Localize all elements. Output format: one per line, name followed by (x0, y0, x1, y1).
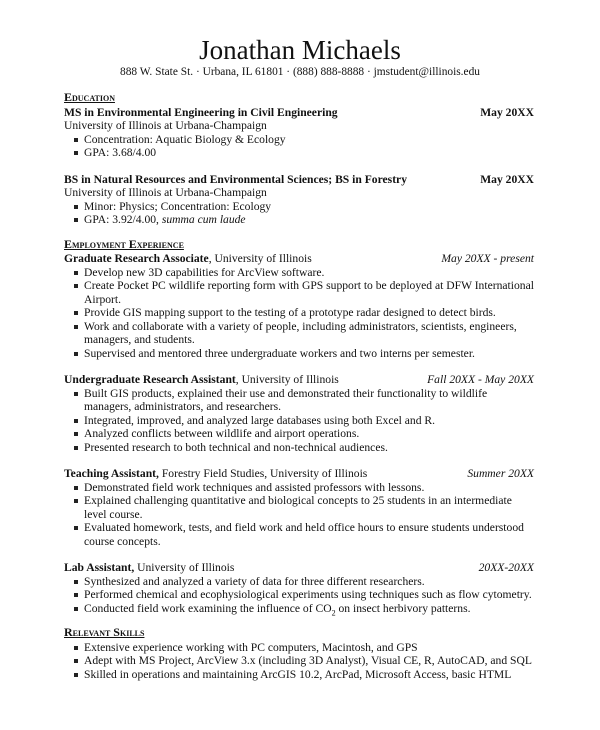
bullet-item (84, 200, 534, 214)
entry-header (64, 252, 534, 266)
entry-title-line (64, 106, 338, 120)
bullet-text: Built GIS products, explained their use and demonstrated their functionality to wildlife managers, administrators, and researchers. (84, 386, 488, 413)
candidate-name: Jonathan Michaels (199, 35, 401, 65)
bullet-text: Demonstrated field work techniques and assisted professors with lessons. (84, 480, 425, 494)
bullet-text: Supervised and mentored three undergraduate workers and two interns per semester. (84, 346, 475, 360)
bullet-list (64, 481, 534, 549)
bullet-text: Concentration: Aquatic Biology & Ecology (84, 132, 286, 146)
entry-organization: , University of Illinois (208, 252, 312, 265)
entry-date: May 20XX (480, 172, 534, 186)
bullet-text: Extensive experience working with PC computers, Macintosh, and GPS (84, 640, 418, 654)
entry-header (64, 373, 534, 387)
entry-title: Graduate Research Associate (64, 252, 209, 265)
bullet-text: Work and collaborate with a variety of people, including administrators, scientists, engineers, managers, and students. (84, 319, 517, 346)
resume-entry (64, 173, 534, 227)
entry-title-line (64, 561, 234, 575)
entry-institution: University of Illinois at Urbana-Champaign (64, 186, 267, 199)
entry-date: May 20XX - present (441, 252, 534, 265)
bullet-item (84, 387, 534, 414)
bullet-item (84, 266, 534, 280)
bullet-item (84, 441, 534, 455)
resume-entry (64, 252, 534, 360)
entry-organization: University of Illinois (134, 561, 235, 574)
bullet-item (84, 347, 534, 361)
section-heading: Relevant Skills (64, 625, 145, 639)
entry-title: Lab Assistant, (64, 561, 135, 574)
resume-entry (64, 641, 534, 682)
entry-header (64, 561, 534, 575)
bullet-item (84, 320, 534, 347)
entry-header (64, 467, 534, 481)
bullet-text: Adept with MS Project, ArcView 3.x (including 3D Analyst), Visual CE, R, AutoCAD, and SQL (84, 654, 532, 667)
bullet-item (84, 279, 534, 306)
bullet-item (84, 602, 534, 616)
bullet-text: Performed chemical and ecophysiological experiments using techniques such as flow cytometry. (84, 588, 532, 601)
bullet-item (84, 668, 534, 682)
resume-entry (64, 467, 534, 548)
bullet-text: on insect herbivory patterns. (335, 601, 471, 615)
bullet-item (84, 213, 534, 227)
bullet-item (84, 414, 534, 428)
resume-header (0, 0, 600, 79)
bullet-item (84, 427, 534, 441)
bullet-list (64, 387, 534, 455)
bullet-text: Minor: Physics; Concentration: Ecology (84, 199, 272, 213)
bullet-list (64, 575, 534, 616)
entry-header (64, 173, 534, 187)
bullet-text: Evaluated homework, tests, and field work and held office hours to ensure students understood course concepts. (84, 521, 524, 548)
bullet-list (64, 133, 534, 160)
entry-organization: Forestry Field Studies, University of Illinois (158, 467, 368, 480)
entry-date: Summer 20XX (467, 467, 534, 480)
entry-title-line (64, 173, 407, 187)
bullet-item (84, 494, 534, 521)
entry-title-line (64, 373, 339, 387)
bullet-text: Integrated, improved, and analyzed large databases using both Excel and R. (84, 413, 436, 427)
entry-date: May 20XX (480, 105, 534, 119)
entry-title-line (64, 467, 367, 481)
entry-date: Fall 20XX - May 20XX (427, 373, 534, 386)
section-heading: Education (64, 90, 115, 104)
bullet-list (64, 641, 534, 682)
entry-header (64, 106, 534, 120)
section-heading: Employment Experience (64, 236, 184, 251)
bullet-item (84, 575, 534, 589)
bullet-text: Skilled in operations and maintaining ArcGIS 10.2, ArcPad, Microsoft Access, basic HTML (84, 667, 512, 681)
resume-entry (64, 373, 534, 454)
entry-title: MS in Environmental Engineering in Civil Engineering (64, 105, 338, 119)
bullet-text: Synthesized and analyzed a variety of data for three different researchers. (84, 574, 425, 588)
resume-entry (64, 106, 534, 160)
bullet-text: 2 (331, 607, 336, 617)
bullet-item (84, 133, 534, 147)
bullet-text: summa cum laude (161, 213, 246, 226)
bullet-list (64, 266, 534, 361)
bullet-text: GPA: 3.68/4.00 (84, 146, 157, 159)
entry-organization: , University of Illinois (235, 373, 339, 386)
bullet-text: Create Pocket PC wildlife reporting form with GPS support to be deployed at DFW International Airport. (84, 279, 534, 306)
entry-title: BS in Natural Resources and Environmental Sciences; BS in Forestry (64, 172, 407, 186)
bullet-text: Presented research to both technical and non-technical audiences. (84, 440, 388, 454)
contact-line: 888 W. State St. · Urbana, IL 61801 · (888) 888-8888 · jmstudent@illinois.edu (120, 66, 480, 78)
entry-institution: University of Illinois at Urbana-Champaign (64, 119, 267, 132)
bullet-item (84, 306, 534, 320)
resume-body (64, 91, 534, 681)
bullet-text: Provide GIS mapping support to the testing of a prototype radar designed to detect birds. (84, 306, 496, 319)
bullet-item (84, 146, 534, 160)
bullet-item (84, 654, 534, 668)
bullet-list (64, 200, 534, 227)
entry-date: 20XX-20XX (478, 561, 534, 574)
bullet-text: Analyzed conflicts between wildlife and airport operations. (84, 427, 360, 440)
bullet-text: Explained challenging quantitative and biological concepts to 25 students in an intermediate level course. (84, 494, 512, 521)
entry-title: Teaching Assistant, (64, 467, 159, 480)
bullet-item (84, 481, 534, 495)
entry-title: Undergraduate Research Assistant (64, 373, 236, 386)
bullet-item (84, 588, 534, 602)
resume-entry (64, 561, 534, 615)
bullet-item (84, 521, 534, 548)
bullet-text: Develop new 3D capabilities for ArcView software. (84, 265, 325, 279)
bullet-item (84, 641, 534, 655)
bullet-text: GPA: 3.92/4.00, (84, 213, 162, 226)
entry-title-line (64, 252, 312, 266)
bullet-text: Conducted field work examining the influence of CO (84, 601, 332, 615)
